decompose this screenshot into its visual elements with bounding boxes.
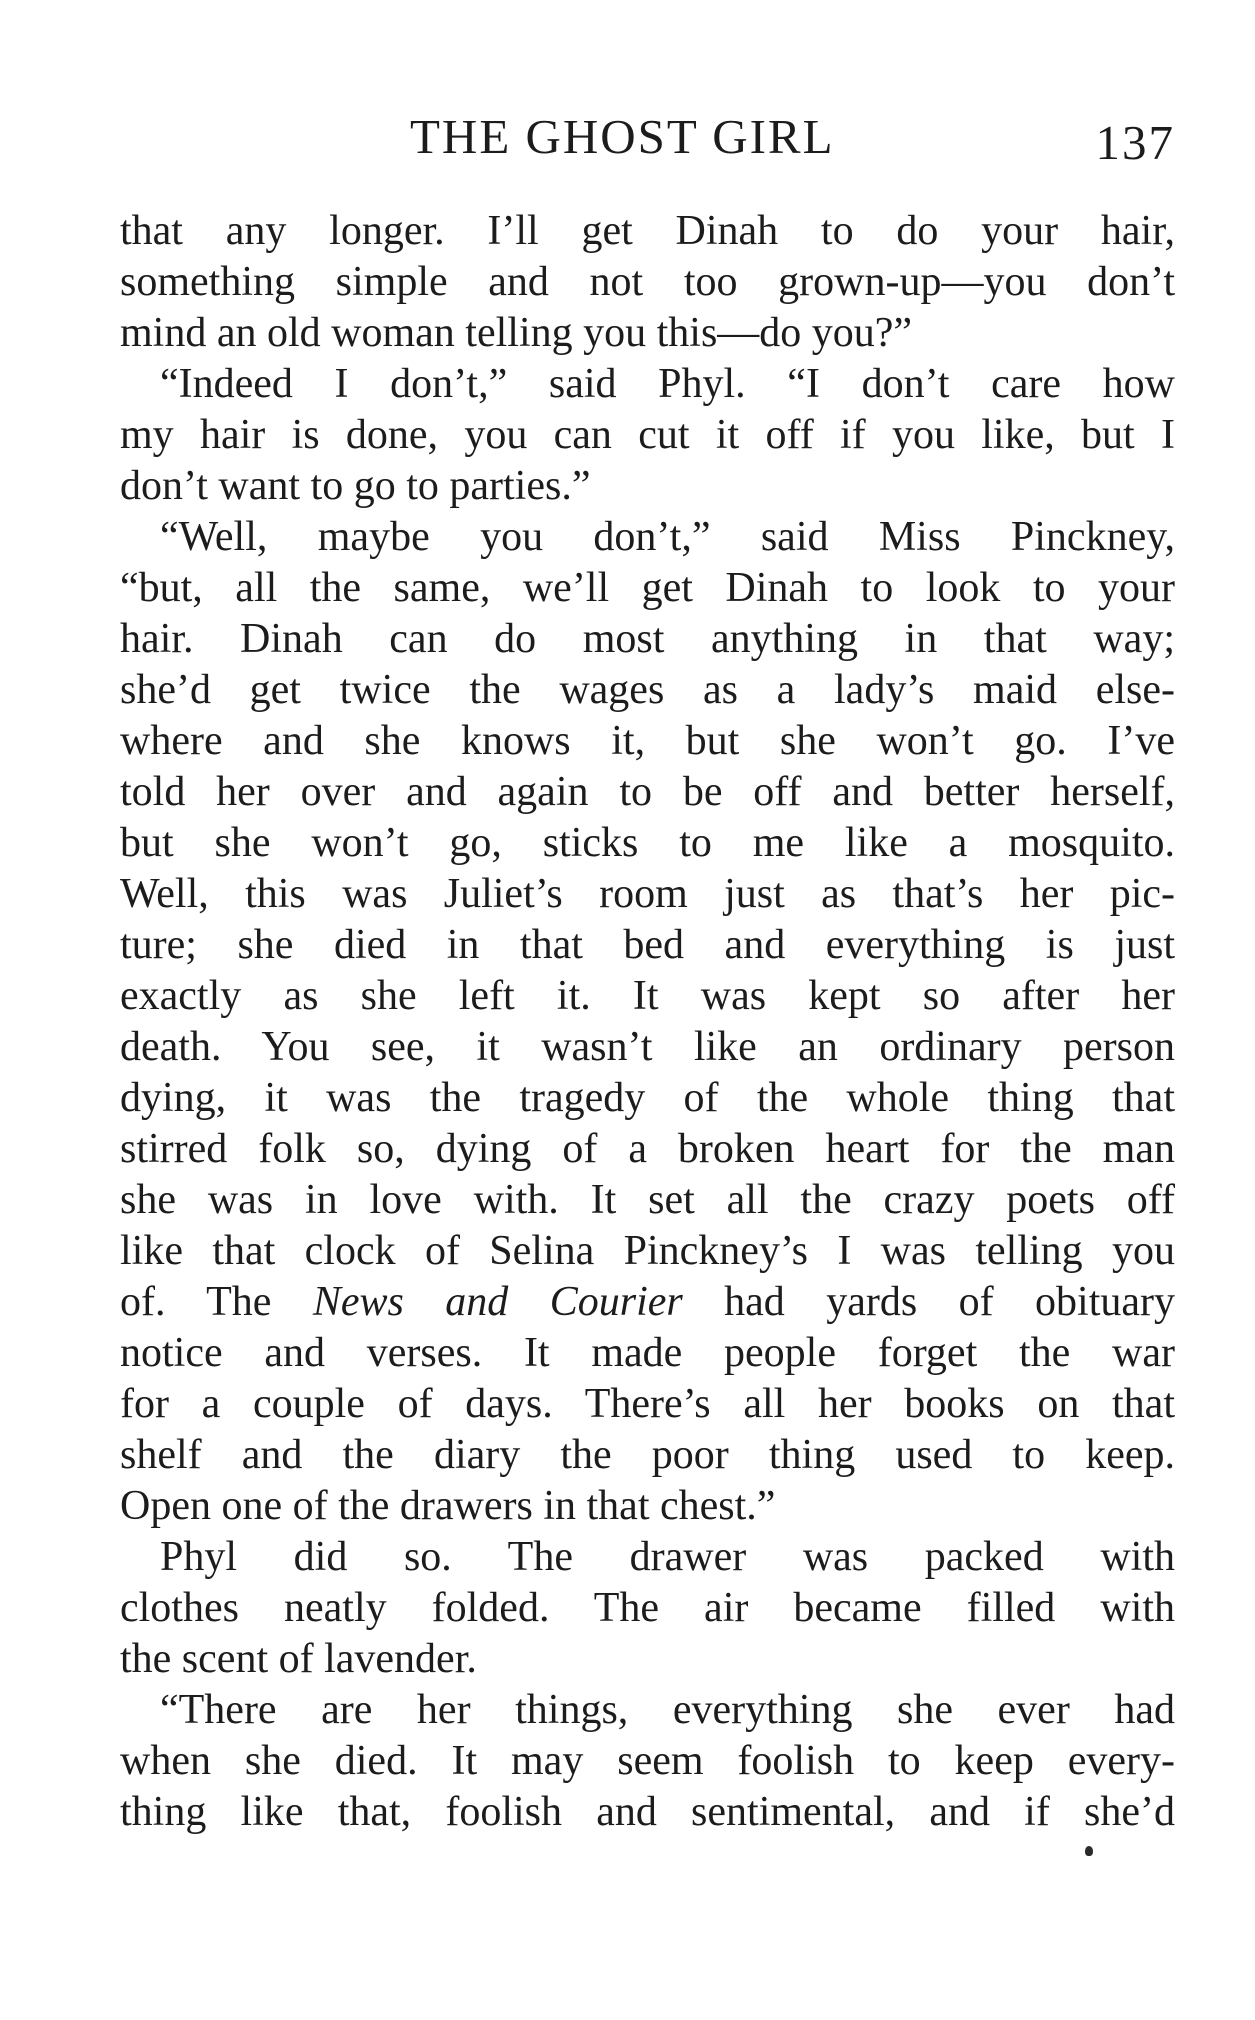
text-line: Phyl did so. The drawer was packed with: [160, 1534, 1175, 1580]
text-line: like that clock of Selina Pinckney’s I was telling you: [120, 1228, 1175, 1274]
text-line: she’d get twice the wages as a lady’s maid else-: [120, 667, 1175, 713]
text-line: for a couple of days. There’s all her books on that: [120, 1381, 1175, 1427]
text-line: “Well, maybe you don’t,” said Miss Pinckney,: [160, 514, 1175, 560]
text-line: but she won’t go, sticks to me like a mosquito.: [120, 820, 1175, 866]
text-line: Well, this was Juliet’s room just as that’s her pic-: [120, 871, 1175, 917]
page-number: 137: [1095, 115, 1175, 170]
text-line: that any longer. I’ll get Dinah to do your hair,: [120, 208, 1175, 254]
newspaper-title: News and Courier: [312, 1279, 683, 1325]
text-line: dying, it was the tragedy of the whole thing that: [120, 1075, 1175, 1121]
text-line: stirred folk so, dying of a broken heart for the man: [120, 1126, 1175, 1172]
running-head: THE GHOST GIRL: [410, 109, 835, 164]
text-line-news: [120, 1277, 1175, 1328]
text-line: shelf and the diary the poor thing used to keep.: [120, 1432, 1175, 1478]
text-line: death. You see, it wasn’t like an ordinary person: [120, 1024, 1175, 1070]
page-header: [120, 108, 1175, 168]
text-line: ture; she died in that bed and everything is just: [120, 922, 1175, 968]
text-line: “but, all the same, we’ll get Dinah to look to your: [120, 565, 1175, 611]
body-text: [120, 206, 1175, 1838]
text-line: where and she knows it, but she won’t go. I’ve: [120, 718, 1175, 764]
text-line: “There are her things, everything she ever had: [160, 1687, 1175, 1733]
text-line: she was in love with. It set all the crazy poets off: [120, 1177, 1175, 1223]
line-segment: of. The: [120, 1279, 313, 1325]
text-line: exactly as she left it. It was kept so after her: [120, 973, 1175, 1019]
text-line: “Indeed I don’t,” said Phyl. “I don’t care how: [160, 361, 1175, 407]
text-line: thing like that, foolish and sentimental, and if she’d: [120, 1789, 1175, 1835]
text-line: the scent of lavender.: [120, 1636, 477, 1682]
text-line: clothes neatly folded. The air became filled with: [120, 1585, 1175, 1631]
text-line: something simple and not too grown-up—you don’t: [120, 259, 1175, 305]
text-line: Open one of the drawers in that chest.”: [120, 1483, 776, 1529]
text-line: my hair is done, you can cut it off if you like, but I: [120, 412, 1175, 458]
text-line: hair. Dinah can do most anything in that way;: [120, 616, 1175, 662]
text-line: told her over and again to be off and better herself,: [120, 769, 1175, 815]
line-segment: had yards of obituary: [682, 1279, 1175, 1325]
text-line: don’t want to go to parties.”: [120, 463, 591, 509]
text-line: mind an old woman telling you this—do you?”: [120, 310, 913, 356]
text-line: when she died. It may seem foolish to keep every-: [120, 1738, 1175, 1784]
signature-mark: [1085, 1846, 1093, 1856]
text-line: notice and verses. It made people forget the war: [120, 1330, 1175, 1376]
